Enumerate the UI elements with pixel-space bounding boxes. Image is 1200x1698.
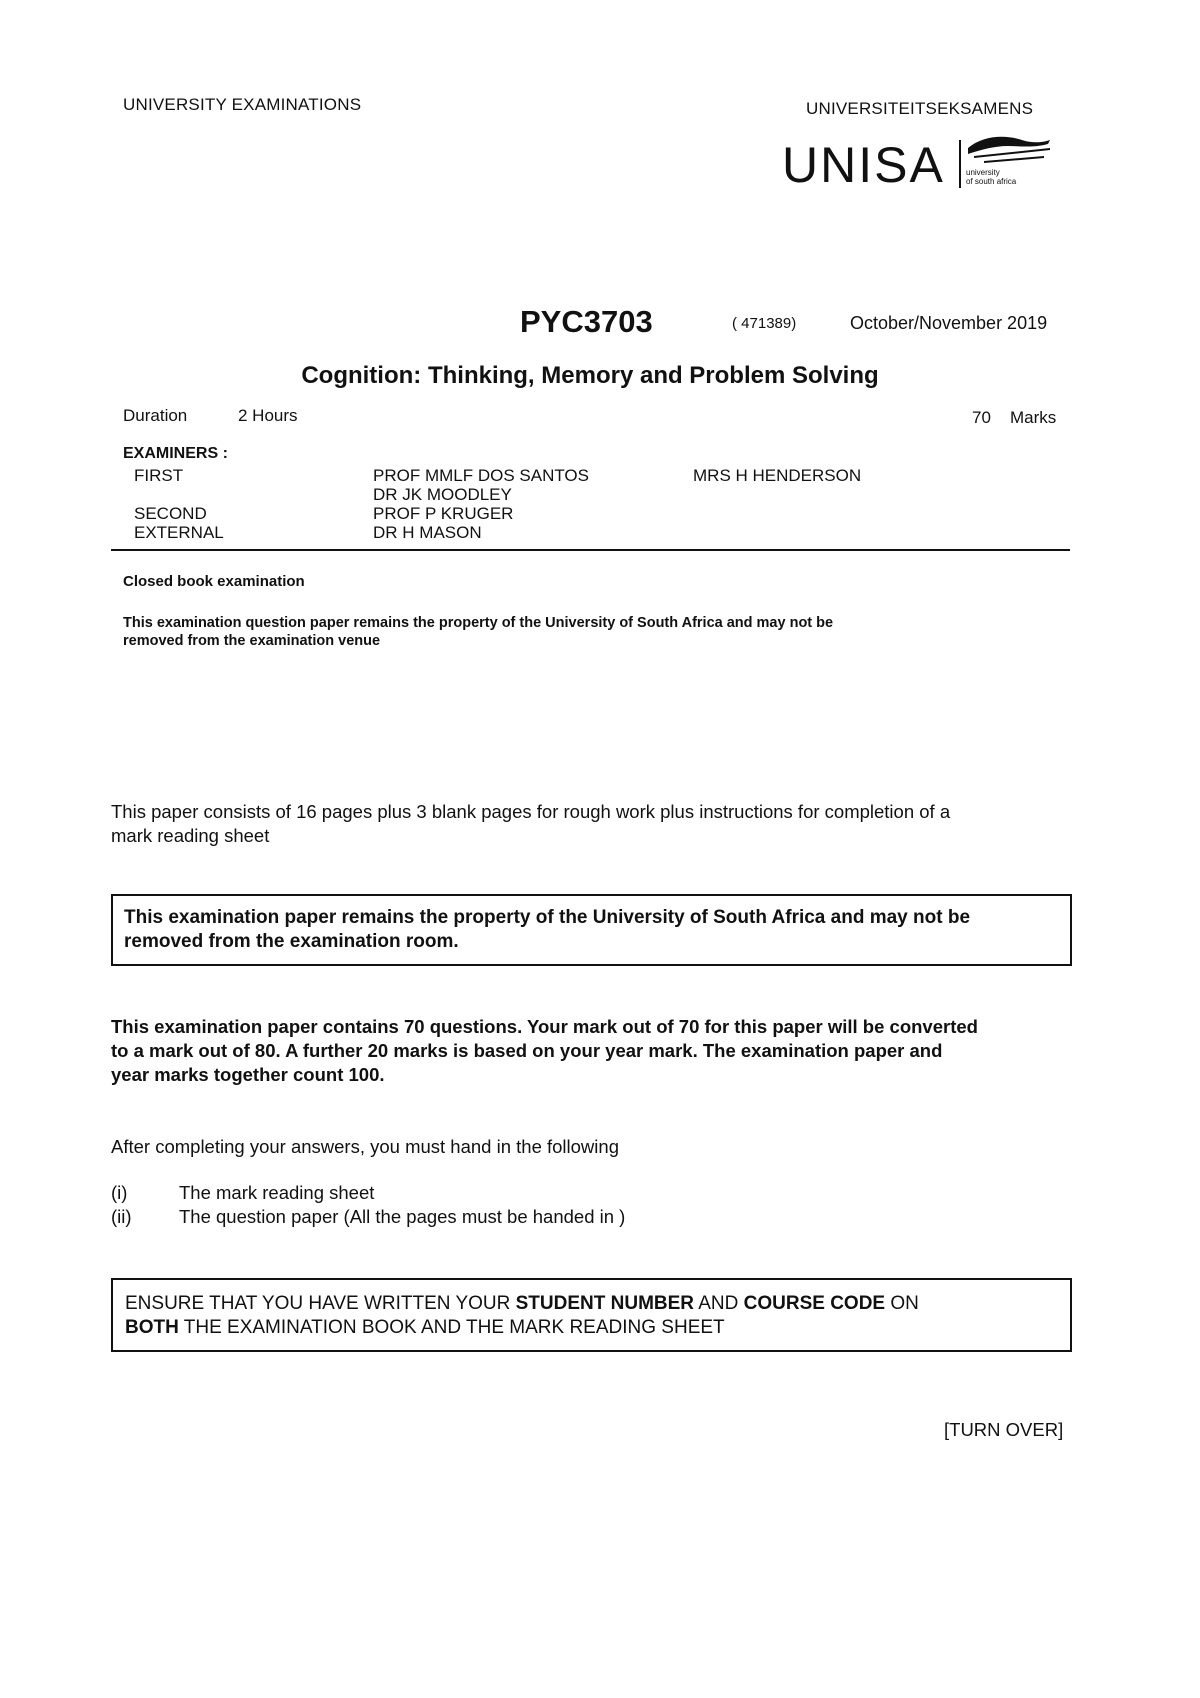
- hand-in-item-num-1: (i): [111, 1182, 128, 1203]
- ensure-course-code: COURSE CODE: [743, 1293, 886, 1314]
- header-right: UNIVERSITEITSEKSAMENS: [806, 99, 1034, 118]
- ensure-notice-line1: [125, 1292, 919, 1316]
- property-notice-text: [124, 906, 970, 954]
- unisa-bird-icon: [964, 134, 1052, 164]
- header-divider: [111, 549, 1070, 551]
- course-code: PYC3703: [520, 304, 653, 339]
- ensure-student-number: STUDENT NUMBER: [515, 1293, 695, 1314]
- duration-label: Duration: [123, 406, 188, 425]
- examiner-names-first: PROF MMLF DOS SANTOS: [373, 466, 589, 485]
- examiner-names-first-2: DR JK MOODLEY: [373, 485, 512, 504]
- hand-in-item-text-1: The mark reading sheet: [179, 1182, 375, 1203]
- ensure-notice-text: [125, 1292, 919, 1340]
- marks-info-line3: year marks together count 100.: [111, 1064, 385, 1085]
- marks-label: Marks: [1010, 408, 1057, 427]
- marks-info: [111, 1015, 978, 1087]
- paper-number: ( 471389): [732, 315, 797, 332]
- property-notice-line2: removed from the examination room.: [124, 931, 459, 952]
- ensure-notice-box: [111, 1278, 1072, 1352]
- total-marks: 70: [972, 408, 991, 427]
- ensure-notice-line2: [125, 1316, 919, 1340]
- turn-over: [TURN OVER]: [944, 1419, 1064, 1440]
- pages-info: [111, 800, 1091, 848]
- logo-sub-line2: of south africa: [966, 177, 1017, 186]
- logo-subtitle: [966, 168, 1016, 186]
- logo-sub-line1: university: [966, 168, 1000, 177]
- hand-in-item-text-2: The question paper (All the pages must be handed in ): [179, 1206, 626, 1227]
- property-note-line2: removed from the examination venue: [123, 633, 381, 649]
- property-notice-box: [111, 894, 1072, 966]
- ensure-text-2: AND: [694, 1293, 744, 1314]
- duration-value: 2 Hours: [238, 406, 298, 425]
- ensure-text-4: THE EXAMINATION BOOK AND THE MARK READING SHEET: [178, 1317, 725, 1338]
- property-note: [123, 614, 833, 650]
- pages-info-line2: mark reading sheet: [111, 825, 270, 846]
- hand-in-item-num-2: (ii): [111, 1206, 132, 1227]
- property-notice-line1: This examination paper remains the property of the University of South Africa and may not be: [124, 907, 971, 928]
- paper-title: Cognition: Thinking, Memory and Problem Solving: [301, 362, 879, 389]
- examiner-names-second: PROF P KRUGER: [373, 504, 514, 523]
- examiner-role-first: FIRST: [134, 466, 184, 485]
- examiner-role-external: EXTERNAL: [134, 523, 224, 542]
- logo-word: UNISA: [782, 137, 945, 193]
- exam-session: October/November 2019: [850, 313, 1048, 333]
- property-note-line1: This examination question paper remains the property of the University of South Africa and may not be: [123, 615, 834, 631]
- pages-info-line1: This paper consists of 16 pages plus 3 blank pages for rough work plus instructions for completion of a: [111, 801, 951, 822]
- examiners-heading: EXAMINERS :: [123, 445, 228, 462]
- marks-info-line2: to a mark out of 80. A further 20 marks is based on your year mark. The examination paper and: [111, 1040, 943, 1061]
- unisa-logo: [782, 134, 1052, 194]
- examiner-names-external: DR H MASON: [373, 523, 482, 542]
- examiner-role-second: SECOND: [134, 504, 207, 523]
- examiner-extra-first: MRS H HENDERSON: [693, 466, 862, 485]
- hand-in-intro: After completing your answers, you must hand in the following: [111, 1136, 619, 1157]
- ensure-text-1: ENSURE THAT YOU HAVE WRITTEN YOUR: [125, 1293, 516, 1314]
- paper-title-row: [0, 362, 1200, 390]
- closed-book-note: Closed book examination: [123, 573, 305, 590]
- marks-info-line1: This examination paper contains 70 questions. Your mark out of 70 for this paper will be converted: [111, 1016, 978, 1037]
- header-left: UNIVERSITY EXAMINATIONS: [123, 95, 362, 114]
- ensure-both: BOTH: [125, 1317, 179, 1338]
- logo-divider: [959, 140, 961, 188]
- ensure-text-3: ON: [885, 1293, 919, 1314]
